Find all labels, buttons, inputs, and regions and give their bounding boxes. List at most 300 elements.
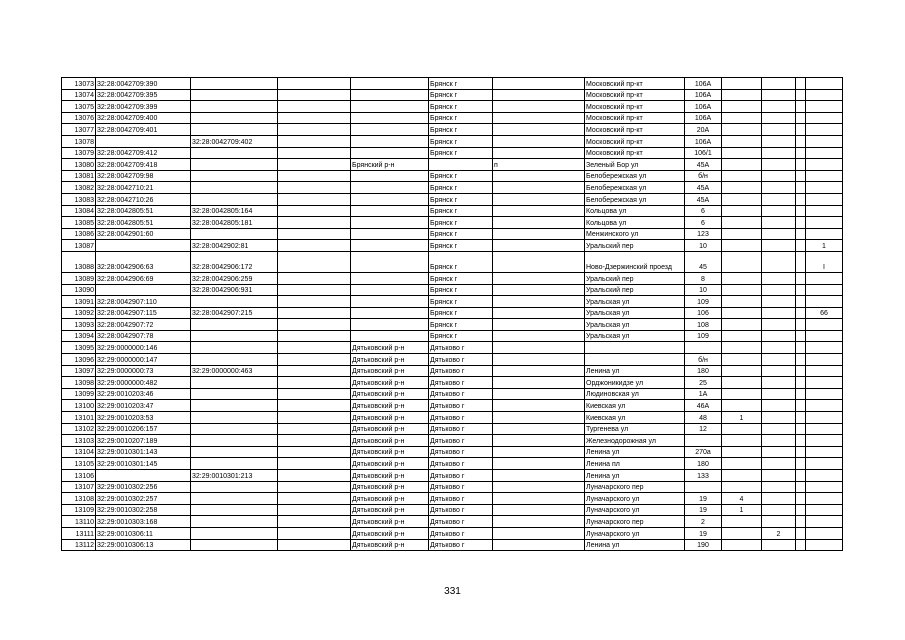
cell-col-4 <box>278 124 351 136</box>
cell-city: Дятьково г <box>429 446 493 458</box>
cell-col-4 <box>278 458 351 470</box>
cell-street: Ленина пл <box>585 458 685 470</box>
cell-building <box>722 147 762 159</box>
cell-settlement-type <box>493 435 585 447</box>
table-row <box>62 296 843 308</box>
cell-block <box>762 78 796 90</box>
cell-settlement-type <box>493 251 585 272</box>
cell-parent-cadastral-number: 32:28:0042805:181 <box>191 217 278 229</box>
cell-building <box>722 354 762 366</box>
cell-building: 1 <box>722 412 762 424</box>
cell-district <box>351 296 429 308</box>
cell-col-12 <box>796 342 806 354</box>
table-row <box>62 319 843 331</box>
cell-col-12 <box>796 354 806 366</box>
cell-id: 13098 <box>62 377 96 389</box>
cell-flat <box>806 435 843 447</box>
table-row <box>62 527 843 539</box>
cell-house: 2 <box>685 516 722 528</box>
cell-house <box>685 342 722 354</box>
cell-settlement-type <box>493 330 585 342</box>
cell-col-12 <box>796 217 806 229</box>
cell-flat <box>806 481 843 493</box>
cell-street: Уральский пер <box>585 272 685 284</box>
cell-city: Брянск г <box>429 319 493 331</box>
cell-cadastral-number: 32:29:0010306:11 <box>96 527 191 539</box>
cell-building <box>722 330 762 342</box>
cell-parent-cadastral-number <box>191 504 278 516</box>
cell-col-4 <box>278 377 351 389</box>
cell-block <box>762 251 796 272</box>
cell-city: Дятьково г <box>429 527 493 539</box>
cell-id: 13112 <box>62 539 96 551</box>
cell-col-4 <box>278 78 351 90</box>
cell-col-4 <box>278 193 351 205</box>
cell-street: Ленина ул <box>585 446 685 458</box>
cell-parent-cadastral-number <box>191 377 278 389</box>
cell-house: 109 <box>685 330 722 342</box>
cell-col-12 <box>796 296 806 308</box>
cell-parent-cadastral-number <box>191 89 278 101</box>
cell-col-4 <box>278 446 351 458</box>
cell-city: Брянск г <box>429 217 493 229</box>
registry-table <box>61 77 843 551</box>
cell-col-12 <box>796 458 806 470</box>
cell-cadastral-number <box>96 284 191 296</box>
cell-cadastral-number: 32:29:0000000:482 <box>96 377 191 389</box>
cell-building: 4 <box>722 493 762 505</box>
cell-district: Дятьковский р-н <box>351 412 429 424</box>
cell-house: 106А <box>685 101 722 113</box>
cell-district <box>351 228 429 240</box>
cell-id: 13105 <box>62 458 96 470</box>
cell-street: Киевская ул <box>585 400 685 412</box>
cell-parent-cadastral-number <box>191 388 278 400</box>
cell-street <box>585 342 685 354</box>
cell-col-12 <box>796 435 806 447</box>
cell-id: 13075 <box>62 101 96 113</box>
page-number: 331 <box>444 586 461 597</box>
cell-col-4 <box>278 504 351 516</box>
cell-id: 13080 <box>62 159 96 171</box>
cell-block <box>762 435 796 447</box>
cell-building <box>722 272 762 284</box>
cell-parent-cadastral-number: 32:28:0042902:81 <box>191 240 278 252</box>
cell-cadastral-number: 32:29:0010301:143 <box>96 446 191 458</box>
cell-flat <box>806 527 843 539</box>
cell-block <box>762 240 796 252</box>
cell-cadastral-number: 32:28:0042907:78 <box>96 330 191 342</box>
cell-parent-cadastral-number <box>191 481 278 493</box>
cell-street: Московский пр-кт <box>585 101 685 113</box>
cell-building <box>722 423 762 435</box>
cell-street: Луначарского пер <box>585 481 685 493</box>
cell-street: Орджоникидзе ул <box>585 377 685 389</box>
cell-building <box>722 217 762 229</box>
table-row <box>62 481 843 493</box>
cell-block <box>762 493 796 505</box>
cell-city: Брянск г <box>429 170 493 182</box>
cell-building <box>722 435 762 447</box>
cell-flat <box>806 388 843 400</box>
cell-parent-cadastral-number <box>191 458 278 470</box>
cell-parent-cadastral-number <box>191 342 278 354</box>
cell-settlement-type <box>493 112 585 124</box>
cell-parent-cadastral-number: 32:29:0010301:213 <box>191 470 278 482</box>
cell-city: Брянск г <box>429 182 493 194</box>
cell-parent-cadastral-number <box>191 193 278 205</box>
cell-house: 20А <box>685 124 722 136</box>
table-row <box>62 240 843 252</box>
table-row <box>62 412 843 424</box>
table-row <box>62 330 843 342</box>
cell-col-12 <box>796 516 806 528</box>
cell-cadastral-number: 32:28:0042709:395 <box>96 89 191 101</box>
cell-building <box>722 377 762 389</box>
cell-city: Брянск г <box>429 228 493 240</box>
cell-cadastral-number: 32:29:0010302:256 <box>96 481 191 493</box>
cell-city: Брянск г <box>429 135 493 147</box>
cell-id: 13103 <box>62 435 96 447</box>
cell-district: Дятьковский р-н <box>351 342 429 354</box>
cell-district <box>351 284 429 296</box>
cell-house: 45 <box>685 251 722 272</box>
cell-cadastral-number: 32:28:0042805:51 <box>96 217 191 229</box>
cell-id: 13107 <box>62 481 96 493</box>
cell-id: 13073 <box>62 78 96 90</box>
table-row <box>62 251 843 272</box>
cell-col-12 <box>796 193 806 205</box>
cell-block <box>762 307 796 319</box>
cell-block <box>762 330 796 342</box>
cell-col-4 <box>278 284 351 296</box>
table-row <box>62 388 843 400</box>
cell-col-12 <box>796 504 806 516</box>
cell-city: Брянск г <box>429 307 493 319</box>
cell-col-4 <box>278 388 351 400</box>
cell-col-12 <box>796 147 806 159</box>
cell-city: Дятьково г <box>429 470 493 482</box>
cell-cadastral-number: 32:28:0042901:60 <box>96 228 191 240</box>
cell-settlement-type <box>493 365 585 377</box>
cell-col-4 <box>278 159 351 171</box>
cell-col-12 <box>796 539 806 551</box>
cell-district: Дятьковский р-н <box>351 400 429 412</box>
cell-house: 45А <box>685 193 722 205</box>
cell-id: 13078 <box>62 135 96 147</box>
cell-settlement-type <box>493 354 585 366</box>
cell-district <box>351 89 429 101</box>
cell-settlement-type <box>493 284 585 296</box>
cell-city: Дятьково г <box>429 481 493 493</box>
table-row <box>62 182 843 194</box>
table-row <box>62 435 843 447</box>
cell-parent-cadastral-number <box>191 446 278 458</box>
cell-id: 13100 <box>62 400 96 412</box>
cell-col-12 <box>796 240 806 252</box>
cell-col-12 <box>796 272 806 284</box>
cell-building <box>722 228 762 240</box>
cell-flat <box>806 330 843 342</box>
cell-flat <box>806 182 843 194</box>
cell-street: Людиновская ул <box>585 388 685 400</box>
cell-house: б/н <box>685 170 722 182</box>
cell-id: 13111 <box>62 527 96 539</box>
cell-building <box>722 458 762 470</box>
cell-cadastral-number: 32:28:0042907:110 <box>96 296 191 308</box>
cell-city: Брянск г <box>429 124 493 136</box>
cell-house: 106/1 <box>685 147 722 159</box>
cell-id: 13101 <box>62 412 96 424</box>
cell-house: б/н <box>685 354 722 366</box>
table-row <box>62 147 843 159</box>
cell-flat <box>806 365 843 377</box>
cell-district <box>351 307 429 319</box>
cell-id: 13076 <box>62 112 96 124</box>
cell-street: Ленина ул <box>585 539 685 551</box>
table-row <box>62 539 843 551</box>
cell-house: 133 <box>685 470 722 482</box>
cell-col-4 <box>278 527 351 539</box>
cell-district: Дятьковский р-н <box>351 423 429 435</box>
cell-settlement-type <box>493 423 585 435</box>
cell-flat <box>806 539 843 551</box>
cell-cadastral-number: 32:28:0042907:115 <box>96 307 191 319</box>
cell-building <box>722 78 762 90</box>
cell-house: 10 <box>685 240 722 252</box>
cell-block <box>762 319 796 331</box>
cell-col-4 <box>278 205 351 217</box>
cell-flat: 66 <box>806 307 843 319</box>
cell-parent-cadastral-number <box>191 112 278 124</box>
cell-city: Брянск г <box>429 89 493 101</box>
cell-district: Дятьковский р-н <box>351 481 429 493</box>
cell-district: Дятьковский р-н <box>351 388 429 400</box>
cell-house: 25 <box>685 377 722 389</box>
cell-id: 13079 <box>62 147 96 159</box>
cell-building <box>722 193 762 205</box>
cell-street: Московский пр-кт <box>585 135 685 147</box>
cell-block <box>762 272 796 284</box>
cell-house: 270а <box>685 446 722 458</box>
cell-settlement-type <box>493 89 585 101</box>
cell-block <box>762 182 796 194</box>
cell-building <box>722 170 762 182</box>
cell-id: 13096 <box>62 354 96 366</box>
cell-flat <box>806 193 843 205</box>
cell-block <box>762 470 796 482</box>
cell-col-4 <box>278 182 351 194</box>
cell-city <box>429 159 493 171</box>
cell-house: 45А <box>685 182 722 194</box>
cell-city: Дятьково г <box>429 458 493 470</box>
cell-district <box>351 330 429 342</box>
cell-settlement-type <box>493 205 585 217</box>
cell-block <box>762 446 796 458</box>
cell-col-12 <box>796 170 806 182</box>
cell-building: 1 <box>722 504 762 516</box>
cell-block <box>762 205 796 217</box>
cell-house: 180 <box>685 458 722 470</box>
cell-city: Брянск г <box>429 112 493 124</box>
cell-district: Дятьковский р-н <box>351 527 429 539</box>
cell-cadastral-number: 32:29:0010303:168 <box>96 516 191 528</box>
cell-block <box>762 193 796 205</box>
table-row <box>62 516 843 528</box>
cell-building <box>722 400 762 412</box>
cell-settlement-type <box>493 217 585 229</box>
table-row <box>62 365 843 377</box>
cell-parent-cadastral-number <box>191 170 278 182</box>
cell-id: 13089 <box>62 272 96 284</box>
cell-house: 19 <box>685 527 722 539</box>
cell-flat <box>806 228 843 240</box>
cell-flat <box>806 319 843 331</box>
cell-district <box>351 217 429 229</box>
cell-block <box>762 101 796 113</box>
cell-settlement-type <box>493 539 585 551</box>
cell-flat <box>806 354 843 366</box>
cell-col-4 <box>278 435 351 447</box>
cell-district <box>351 319 429 331</box>
cell-city: Брянск г <box>429 330 493 342</box>
cell-col-4 <box>278 319 351 331</box>
cell-district: Дятьковский р-н <box>351 365 429 377</box>
cell-parent-cadastral-number: 32:28:0042906:259 <box>191 272 278 284</box>
cell-building <box>722 251 762 272</box>
cell-block <box>762 112 796 124</box>
table-row <box>62 504 843 516</box>
cell-district <box>351 170 429 182</box>
cell-district <box>351 205 429 217</box>
cell-street: Московский пр-кт <box>585 147 685 159</box>
cell-building <box>722 527 762 539</box>
cell-street: Тургенева ул <box>585 423 685 435</box>
cell-house: 106А <box>685 135 722 147</box>
cell-parent-cadastral-number <box>191 412 278 424</box>
cell-parent-cadastral-number <box>191 539 278 551</box>
cell-district <box>351 251 429 272</box>
cell-cadastral-number: 32:29:0010203:46 <box>96 388 191 400</box>
cell-col-12 <box>796 78 806 90</box>
cell-cadastral-number: 32:29:0010207:189 <box>96 435 191 447</box>
cell-id: 13102 <box>62 423 96 435</box>
cell-block <box>762 228 796 240</box>
cell-block <box>762 365 796 377</box>
cell-house: 108 <box>685 319 722 331</box>
cell-col-4 <box>278 89 351 101</box>
cell-settlement-type <box>493 504 585 516</box>
cell-parent-cadastral-number <box>191 159 278 171</box>
table-row <box>62 135 843 147</box>
cell-col-12 <box>796 228 806 240</box>
cell-col-12 <box>796 101 806 113</box>
cell-building <box>722 446 762 458</box>
cell-building <box>722 284 762 296</box>
cell-street: Уральская ул <box>585 319 685 331</box>
cell-cadastral-number: 32:28:0042709:400 <box>96 112 191 124</box>
cell-flat <box>806 78 843 90</box>
cell-col-12 <box>796 377 806 389</box>
cell-cadastral-number: 32:28:0042709:98 <box>96 170 191 182</box>
cell-id: 13095 <box>62 342 96 354</box>
cell-block <box>762 284 796 296</box>
cell-block <box>762 159 796 171</box>
cell-col-4 <box>278 135 351 147</box>
cell-col-4 <box>278 170 351 182</box>
cell-district: Дятьковский р-н <box>351 458 429 470</box>
cell-district <box>351 112 429 124</box>
cell-flat <box>806 205 843 217</box>
cell-cadastral-number: 32:28:0042710:21 <box>96 182 191 194</box>
cell-col-4 <box>278 354 351 366</box>
cell-parent-cadastral-number <box>191 147 278 159</box>
cell-cadastral-number: 32:29:0010203:47 <box>96 400 191 412</box>
cell-flat <box>806 101 843 113</box>
cell-city: Дятьково г <box>429 377 493 389</box>
cell-col-4 <box>278 481 351 493</box>
cell-id: 13074 <box>62 89 96 101</box>
cell-parent-cadastral-number <box>191 319 278 331</box>
cell-cadastral-number: 32:28:0042709:418 <box>96 159 191 171</box>
cell-cadastral-number: 32:29:0010302:257 <box>96 493 191 505</box>
cell-street: Ново-Дзержинский проезд <box>585 251 685 272</box>
cell-col-4 <box>278 112 351 124</box>
cell-parent-cadastral-number <box>191 124 278 136</box>
cell-cadastral-number: 32:29:0000000:147 <box>96 354 191 366</box>
cell-street: Ленина ул <box>585 365 685 377</box>
cell-col-4 <box>278 330 351 342</box>
cell-flat <box>806 516 843 528</box>
cell-col-12 <box>796 330 806 342</box>
cell-house: 6 <box>685 205 722 217</box>
cell-parent-cadastral-number <box>191 296 278 308</box>
cell-building <box>722 240 762 252</box>
cell-block <box>762 458 796 470</box>
cell-col-12 <box>796 493 806 505</box>
table-row <box>62 101 843 113</box>
cell-district: Дятьковский р-н <box>351 470 429 482</box>
cell-house: 106А <box>685 112 722 124</box>
table-row <box>62 159 843 171</box>
cell-city: Дятьково г <box>429 342 493 354</box>
cell-id: 13086 <box>62 228 96 240</box>
cell-building <box>722 124 762 136</box>
cell-parent-cadastral-number <box>191 101 278 113</box>
cell-flat <box>806 458 843 470</box>
cell-city: Брянск г <box>429 101 493 113</box>
cell-street: Киевская ул <box>585 412 685 424</box>
cell-settlement-type <box>493 412 585 424</box>
cell-col-12 <box>796 470 806 482</box>
cell-flat <box>806 342 843 354</box>
cell-building <box>722 365 762 377</box>
cell-parent-cadastral-number: 32:28:0042907:215 <box>191 307 278 319</box>
cell-street: Луначарского ул <box>585 504 685 516</box>
cell-id: 13099 <box>62 388 96 400</box>
cell-col-4 <box>278 296 351 308</box>
cell-building <box>722 516 762 528</box>
cell-col-12 <box>796 182 806 194</box>
cell-building <box>722 539 762 551</box>
table-row <box>62 78 843 90</box>
cell-col-4 <box>278 400 351 412</box>
cell-col-4 <box>278 101 351 113</box>
cell-settlement-type <box>493 240 585 252</box>
cell-col-12 <box>796 365 806 377</box>
cell-flat <box>806 423 843 435</box>
cell-id: 13110 <box>62 516 96 528</box>
